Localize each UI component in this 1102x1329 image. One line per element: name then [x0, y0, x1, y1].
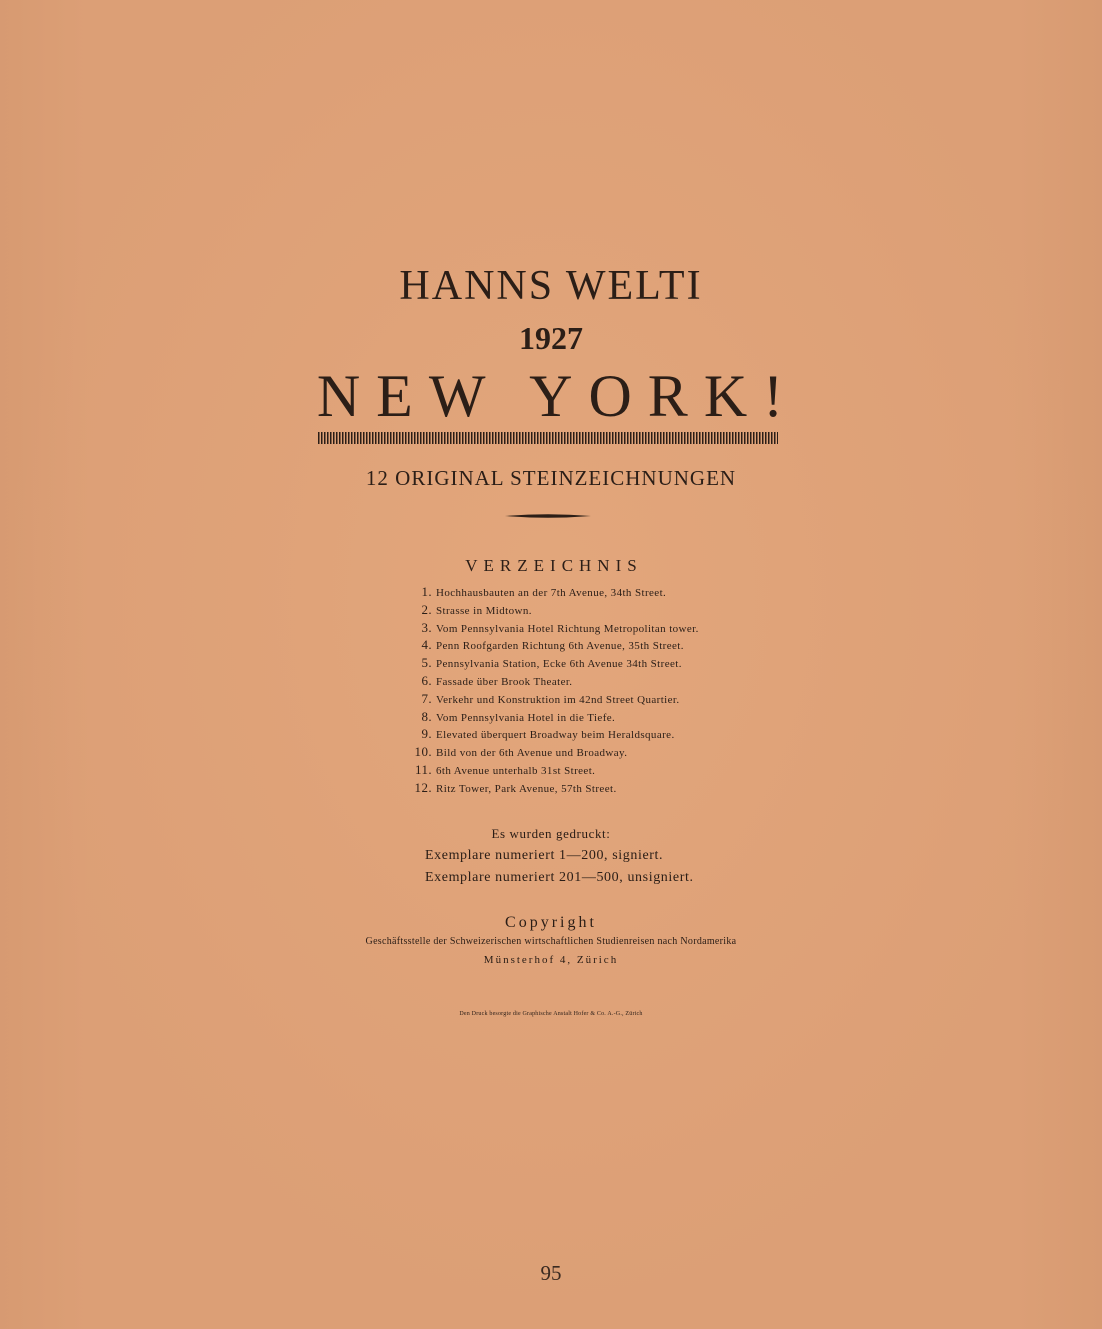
list-item [404, 743, 699, 761]
list-item [404, 761, 699, 779]
plate-title: Strasse in Midtown. [436, 604, 532, 617]
list-item [404, 672, 699, 690]
printer-note: Den Druck besorgte die Graphische Anstalt Hofer & Co. A.-G., Zürich [459, 1011, 643, 1017]
list-item [404, 601, 699, 619]
plate-title: Ritz Tower, Park Avenue, 57th Street. [436, 782, 617, 795]
decorative-bar-rule [318, 432, 778, 444]
plate-title: Pennsylvania Station, Ecke 6th Avenue 34th Street. [436, 658, 682, 671]
plate-number: 8. [421, 708, 432, 724]
plate-number: 12. [414, 779, 432, 795]
edition-intro: Es wurden gedruckt: [491, 826, 611, 841]
page-number: 95 [540, 1261, 562, 1285]
ornament-divider [505, 512, 591, 520]
plate-title: Bild von der 6th Avenue und Broadway. [436, 747, 628, 760]
plate-title: Verkehr und Konstruktion im 42nd Street Quartier. [436, 693, 680, 706]
list-item [404, 636, 699, 654]
plate-list [404, 583, 699, 797]
edition-signed: Exemplare numeriert 1—200, signiert. [425, 848, 664, 863]
index-heading: VERZEICHNIS [465, 556, 643, 575]
list-item [404, 725, 699, 743]
list-item [404, 583, 699, 601]
plate-title: Hochhausbauten an der 7th Avenue, 34th Street. [436, 587, 667, 599]
plate-number: 10. [414, 744, 432, 760]
author-name: HANNS WELTI [399, 263, 703, 309]
plate-number: 11. [415, 761, 432, 777]
plate-number: 2. [421, 601, 432, 617]
copyright-address: Münsterhof 4, Zürich [483, 954, 619, 966]
plate-title: 6th Avenue unterhalb 31st Street. [436, 764, 596, 777]
plate-number: 3. [421, 619, 432, 635]
plate-number: 9. [421, 726, 432, 742]
publication-year: 1927 [519, 320, 583, 356]
plate-title: Vom Pennsylvania Hotel Richtung Metropolitan tower. [436, 622, 699, 635]
list-item [404, 619, 699, 637]
list-item [404, 690, 699, 708]
list-item [404, 708, 699, 726]
plate-number: 1. [421, 584, 432, 599]
edition-unsigned: Exemplare numeriert 201—500, unsigniert. [425, 870, 694, 885]
portfolio-title: NEW YORK! [316, 363, 800, 429]
copyright-label: Copyright [505, 914, 597, 931]
plate-title: Vom Pennsylvania Hotel in die Tiefe. [436, 711, 616, 724]
list-item [404, 654, 699, 672]
plate-number: 4. [421, 637, 432, 653]
plate-number: 5. [421, 655, 432, 671]
plate-title: Fassade über Brook Theater. [436, 675, 573, 688]
plate-title: Elevated überquert Broadway beim Heraldsquare. [436, 729, 675, 742]
plate-number: 6. [421, 672, 432, 688]
plate-number: 7. [421, 690, 432, 706]
list-item [404, 779, 699, 797]
portfolio-subtitle: 12 ORIGINAL STEINZEICHNUNGEN [365, 466, 737, 490]
copyright-holder: Geschäftsstelle der Schweizerischen wirtschaftlichen Studienreisen nach Nordamerika [365, 936, 737, 947]
plate-title: Penn Roofgarden Richtung 6th Avenue, 35th Street. [436, 640, 684, 653]
